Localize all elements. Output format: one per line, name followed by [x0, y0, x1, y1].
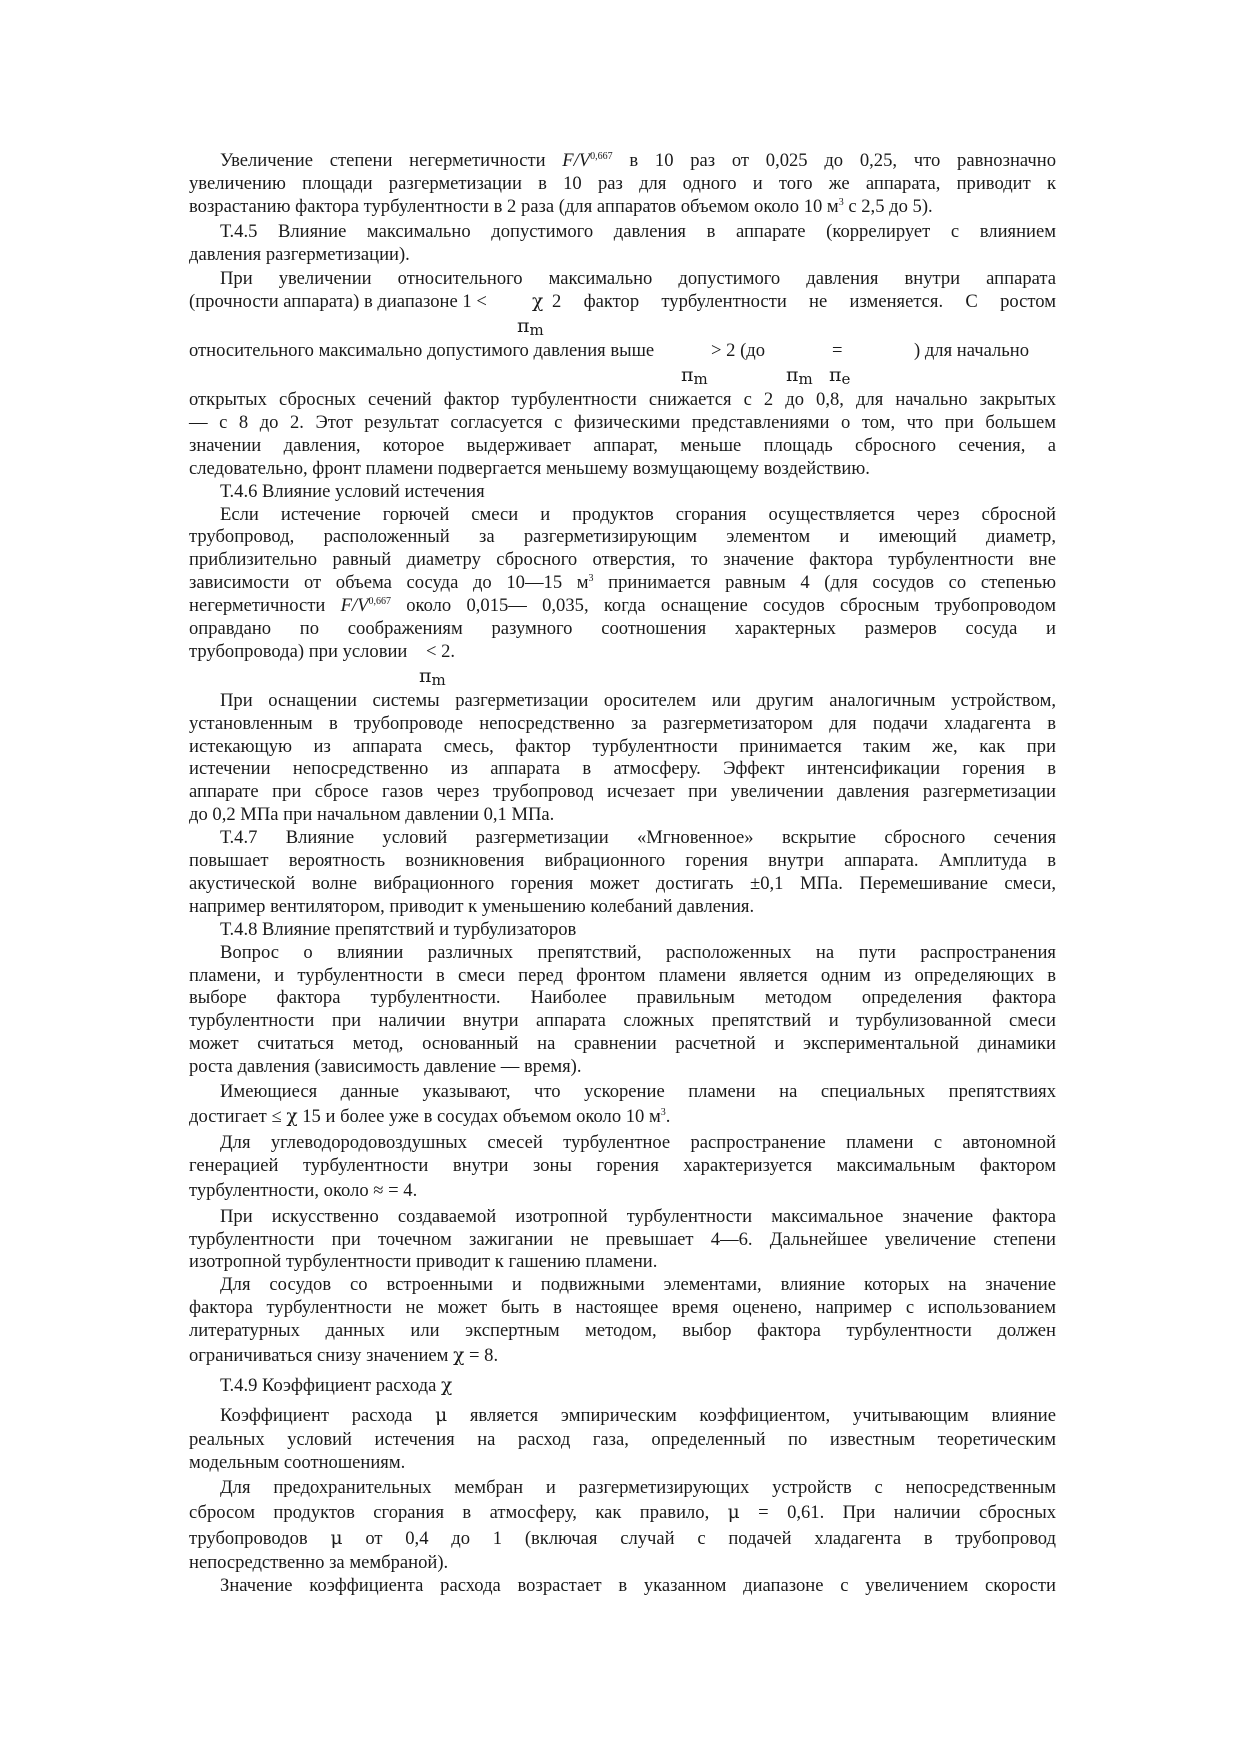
text-line: трубопроводов μ от 0,4 до 1 (включая случай с подачей хладагента в трубопровод — [189, 1527, 1056, 1549]
text-line: Значение коэффициента расхода возрастает в указанном диапазоне с увеличением скорости — [220, 1574, 1056, 1596]
text-line: непосредственно за мембраной). — [189, 1551, 449, 1573]
text-line: реальных условий истечения на расход газа, определенный по известным теоретическим — [189, 1428, 1056, 1450]
text-line: ограничиваться снизу значением χ = 8. — [189, 1344, 499, 1366]
text-line: турбулентности при точечном зажигании не превышает 4—6. Дальнейшее увеличение степени — [189, 1228, 1056, 1250]
paragraph-leakage — [189, 150, 1056, 219]
text-line: зависимости от объема сосуда до 10—15 $м^3$ принимается равным 4 (для сосудов со степенью — [189, 572, 1057, 594]
paragraph-sprinkler — [189, 690, 1056, 827]
paragraph-acceleration — [189, 1081, 1056, 1130]
text-line: — с 8 до 2. Этот результат согласуется с физическими представлениями о том, что при большем — [189, 412, 1056, 434]
chi-symbol: χ — [532, 291, 544, 313]
pi-m-symbol: $\pi_m$ — [517, 315, 544, 340]
text-line: истекающую из аппарата смесь, фактор турбулентности принимается таким же, как при — [189, 735, 1056, 757]
text-line: Для сосудов со встроенными и подвижными элементами, влияние которых на значение — [220, 1274, 1056, 1296]
text-line: давления разгерметизации). — [189, 243, 410, 265]
text-line: трубопровод, расположенный за разгерметизирующим элементом и имеющий диаметр, — [189, 526, 1056, 548]
text-line: Увеличение степени негерметичности $F/V^{0,667}$ в 10 раз от 0,025 до 0,25, что равнозначно — [220, 150, 1056, 171]
formula-row — [189, 314, 1056, 340]
text-line: Т.4.5 Влияние максимально допустимого давления в аппарате (коррелирует с влиянием — [220, 220, 1056, 242]
text-line: акустической волне вибрационного горения может достигать ±0,1 МПа. Перемешивание смеси, — [189, 872, 1056, 894]
text-line: Вопрос о влиянии различных препятствий, расположенных на пути распространения — [220, 941, 1056, 963]
text-line: Т.4.9 Коэффициент расхода χ — [220, 1374, 453, 1396]
text-line: Для углеводородовоздушных смесей турбулентное распространение пламени с автономной — [220, 1131, 1056, 1153]
section-heading-t46 — [189, 481, 1056, 504]
text-line: литературных данных или экспертным методом, выбор фактора турбулентности должен — [189, 1320, 1056, 1342]
paragraph-max-pressure — [189, 268, 1056, 480]
text-line: приблизительно равный диаметру сбросного отверстия, то значение фактора турбулентности вне — [189, 549, 1056, 571]
text-line: Если истечение горючей смеси и продуктов сгорания осуществляется через сбросной — [220, 503, 1056, 525]
text-line: может считаться метод, основанный на сравнении расчетной и экспериментальной динамики — [189, 1033, 1056, 1055]
paragraph-isotropic — [189, 1206, 1056, 1275]
text-line: турбулентности, около ≈ = 4. — [189, 1179, 418, 1201]
paragraph-obstacles — [189, 942, 1056, 1079]
pi-m-symbol: $\pi_m$ — [681, 364, 708, 389]
formula-row — [189, 664, 1056, 690]
pi-m-symbol: $\pi_m$ — [419, 664, 446, 689]
text-line: аппарате при сбросе газов через трубопровод исчезает при увеличении давления разгерметизации — [189, 781, 1056, 803]
text-line: следовательно, фронт пламени подвергается меньшему возмущающему воздействию. — [189, 457, 870, 479]
text-line: установленным в трубопроводе непосредственно за разгерметизатором для подачи хладагента в — [189, 712, 1056, 734]
pi-m-symbol: $\pi_m$ — [786, 364, 813, 389]
text-line: относительного максимально допустимого давления выше > 2 (до = ) для начально — [189, 340, 1030, 362]
text-line: негерметичности $F/V^{0,667}$ около 0,015— 0,035, когда оснащение сосудов сбросным трубопроводом — [189, 595, 1056, 617]
section-heading-t47 — [189, 827, 1056, 919]
text-line: турбулентности при наличии внутри аппарата сложных препятствий и турбулизованной смеси — [189, 1010, 1056, 1032]
pi-e-symbol: $\pi_e$ — [829, 364, 851, 389]
document-body — [189, 150, 1056, 1597]
text-line: фактора турбулентности не может быть в настоящее время оценено, например с использованием — [189, 1297, 1056, 1319]
section-heading-t49 — [189, 1373, 1056, 1399]
text-line: Для предохранительных мембран и разгерметизирующих устройств с непосредственным — [220, 1476, 1056, 1498]
text-line: увеличению площади разгерметизации в 10 раз для одного и того же аппарата, приводит к — [189, 172, 1056, 194]
text-line: оправдано по соображениям разумного соотношения характерных размеров сосуда и — [189, 618, 1056, 640]
text-line: генерацией турбулентности внутри зоны горения характеризуется максимальным фактором — [189, 1154, 1056, 1176]
text-line: достигает ≤ χ 15 и более уже в сосудах объемом около 10 $м^3$. — [189, 1105, 671, 1127]
text-line: Имеющиеся данные указывают, что ускорение пламени на специальных препятствиях — [220, 1080, 1056, 1102]
section-heading-t45 — [189, 221, 1056, 267]
text-line: повышает вероятность возникновения вибрационного горения внутри аппарата. Амплитуда в — [189, 850, 1056, 872]
text-line: трубопровода) при условии < 2. — [189, 640, 456, 662]
text-line: Т.4.6 Влияние условий истечения — [220, 480, 485, 502]
paragraph-hydrocarbon — [189, 1132, 1056, 1204]
text-line: выборе фактора турбулентности. Наиболее правильным методом определения фактора — [189, 987, 1056, 1009]
formula-row — [189, 363, 1056, 389]
text-line: (прочности аппарата) в диапазоне 1 < χ 2 фактор турбулентности не изменяется. С ростом — [189, 291, 1056, 313]
paragraph-coefficient-growth — [189, 1575, 1056, 1598]
text-line: При искусственно создаваемой изотропной турбулентности максимальное значение фактора — [220, 1205, 1056, 1227]
text-line: пламени, и турбулентности в смеси перед фронтом пламени является одним из определяющих в — [189, 964, 1056, 986]
text-line: роста давления (зависимость давление — время). — [189, 1056, 582, 1078]
text-line: изотропной турбулентности приводит к гашению пламени. — [189, 1251, 658, 1273]
text-line: При оснащении системы разгерметизации оросителем или другим аналогичным устройством, — [220, 689, 1056, 711]
paragraph-membranes — [189, 1477, 1056, 1575]
text-line: до 0,2 МПа при начальном давлении 0,1 МПа. — [189, 804, 555, 826]
text-line: Т.4.8 Влияние препятствий и турбулизаторов — [220, 918, 577, 940]
text-line: открытых сбросных сечений фактор турбулентности снижается с 2 до 0,8, для начально закрытых — [189, 389, 1056, 411]
text-line: например вентилятором, приводит к уменьшению колебаний давления. — [189, 895, 755, 917]
section-heading-t48 — [189, 919, 1056, 942]
text-line: модельным соотношениям. — [189, 1451, 406, 1473]
text-line: При увеличении относительного максимально допустимого давления внутри аппарата — [220, 268, 1056, 290]
text-line: сбросом продуктов сгорания в атмосферу, как правило, μ = 0,61. При наличии сбросных — [189, 1501, 1056, 1523]
text-line: Т.4.7 Влияние условий разгерметизации «Мгновенное» вскрытие сбросного сечения — [220, 827, 1056, 849]
text-line: Коэффициент расхода μ является эмпирическим коэффициентом, учитывающим влияние — [220, 1404, 1056, 1426]
paragraph-outflow — [189, 504, 1056, 690]
text-line: значении давления, которое выдерживает аппарат, меньше площадь сбросного сечения, а — [189, 434, 1056, 456]
text-line: возрастанию фактора турбулентности в 2 раза (для аппаратов объемом около 10 $м^3$ с 2,5 до 5). — [189, 195, 933, 217]
paragraph-vessels — [189, 1274, 1056, 1369]
text-line: истечении непосредственно из аппарата в атмосферу. Эффект интенсификации горения в — [189, 758, 1056, 780]
paragraph-discharge-coefficient — [189, 1403, 1056, 1475]
